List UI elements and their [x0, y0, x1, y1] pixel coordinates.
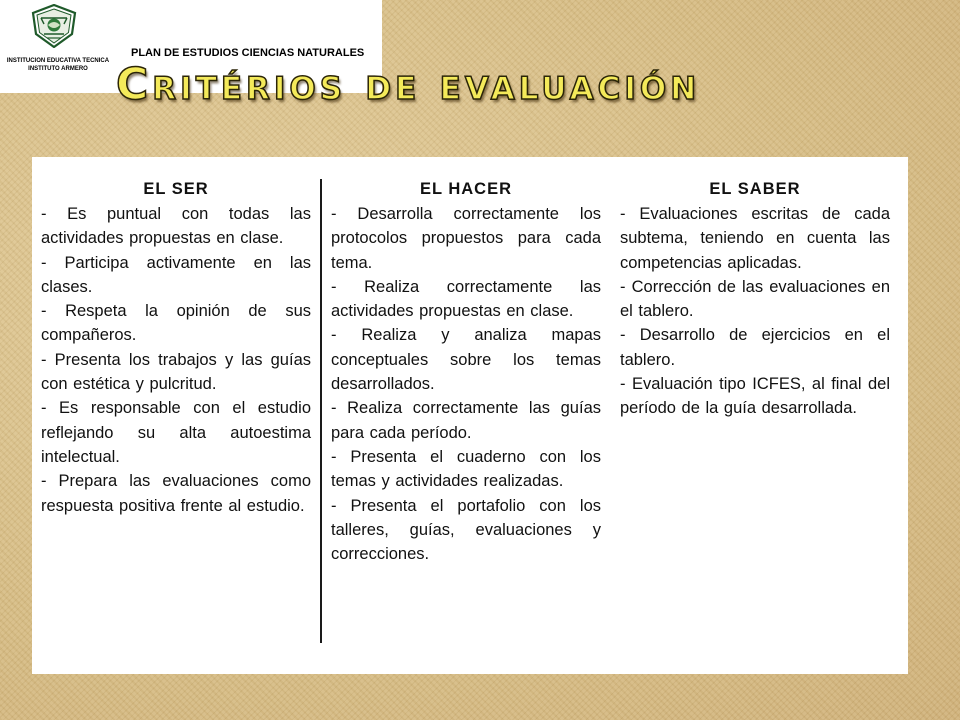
- criteria-item: - Realiza correctamente las actividades propuestas en clase.: [331, 277, 601, 321]
- column-heading-el-hacer: EL HACER: [419, 180, 513, 198]
- criteria-item: - Presenta el cuaderno con los temas y actividades realizadas.: [331, 447, 601, 491]
- criteria-item: - Realiza y analiza mapas conceptuales sobre los temas desarrollados.: [331, 326, 601, 394]
- institution-name: [2, 57, 114, 73]
- criteria-item: - Corrección de las evaluaciones en el tablero.: [620, 277, 890, 321]
- criteria-item: - Es puntual con todas las actividades propuestas en clase.: [41, 205, 311, 248]
- column-heading-el-ser: EL SER: [143, 180, 209, 198]
- institution-name-line-2: INSTITUTO ARMERO: [28, 66, 88, 72]
- criteria-item: - Presenta los trabajos y las guías con estética y pulcritud.: [41, 350, 311, 394]
- plan-title: PLAN DE ESTUDIOS CIENCIAS NATURALES: [131, 47, 365, 59]
- criteria-item: - Participa activamente en las clases.: [41, 253, 311, 296]
- column-el-saber: [620, 177, 890, 421]
- column-el-ser: [41, 177, 311, 518]
- criteria-item: - Evaluación tipo ICFES, al final del período de la guía desarrollada.: [620, 375, 890, 418]
- criteria-item: - Prepara las evaluaciones como respuesta positiva frente al estudio.: [41, 472, 311, 515]
- criteria-item: - Desarrolla correctamente los protocolos propuestos para cada tema.: [331, 205, 601, 272]
- criteria-item: - Realiza correctamente las guías para cada período.: [331, 399, 601, 442]
- criteria-list-el-saber: [620, 202, 890, 421]
- criteria-list-el-ser: [41, 202, 311, 518]
- column-el-hacer: [331, 177, 601, 566]
- institution-name-line-1: INSTITUCION EDUCATIVA TECNICA: [6, 58, 110, 64]
- page-title: Critérios de evaluación: [116, 59, 701, 110]
- column-divider: [320, 179, 322, 643]
- criteria-item: - Es responsable con el estudio reflejando su alta autoestima intelectual.: [41, 399, 311, 466]
- criteria-item: - Respeta la opinión de sus compañeros.: [41, 302, 311, 345]
- column-heading-el-saber: EL SABER: [709, 180, 801, 198]
- institution-crest-icon: [31, 4, 77, 48]
- criteria-item: - Evaluaciones escritas de cada subtema, teniendo en cuenta las competencias aplicadas.: [620, 205, 890, 272]
- criteria-item: - Desarrollo de ejercicios en el tablero.: [620, 326, 890, 369]
- criteria-list-el-hacer: [331, 202, 601, 566]
- criteria-table: [32, 157, 908, 674]
- criteria-item: - Presenta el portafolio con los talleres, guías, evaluaciones y correcciones.: [331, 496, 601, 564]
